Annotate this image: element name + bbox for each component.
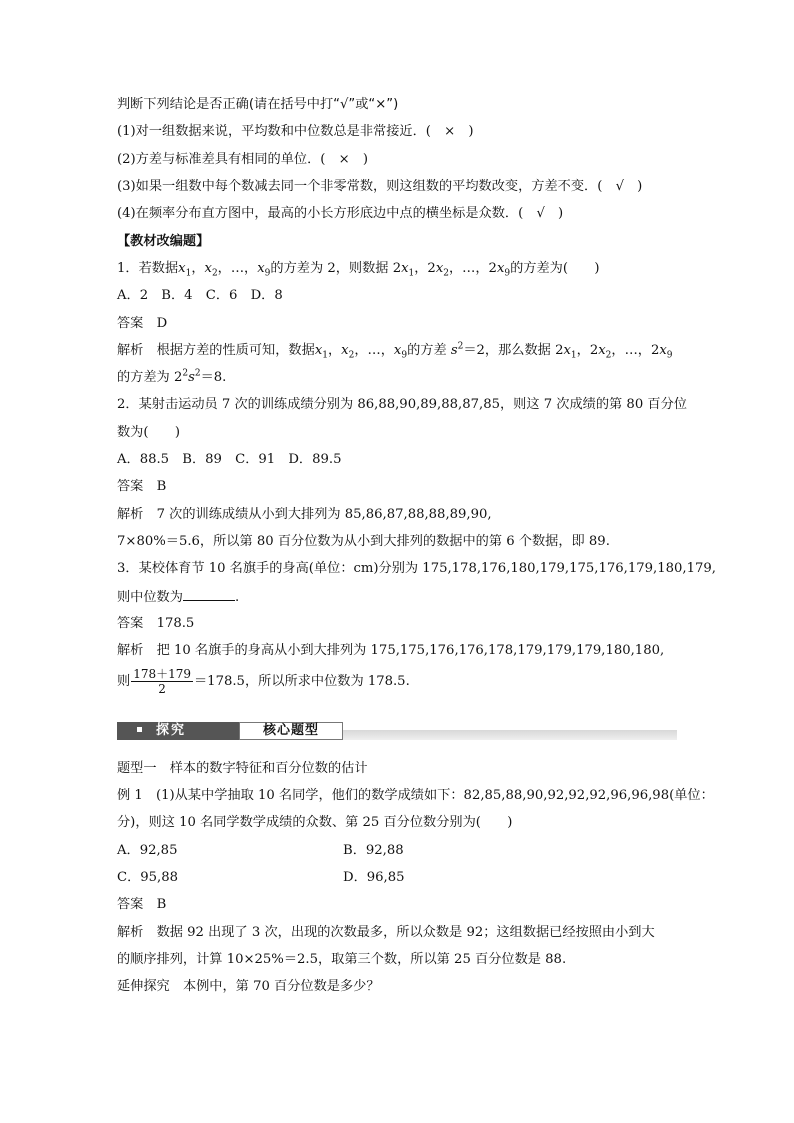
section-title: 题型一 样本的数字特征和百分位数的估计 [117, 761, 368, 776]
option-c: C．95,88 [117, 870, 179, 885]
judge-item-1: (1)对一组数据来说，平均数和中位数总是非常接近．( × ) [117, 124, 474, 139]
example-analysis-line1: 解析 数据 92 出现了 3 次，出现的次数最多，所以众数是 92；这组数据已经按照由小到大 [117, 925, 655, 940]
judge-item-2: (2)方差与标准差具有相同的单位．( × ) [117, 152, 369, 167]
answer-blank [183, 587, 235, 601]
q3-stem-line2: 则中位数为 . [117, 587, 239, 607]
example-line1: 例 1 (1)从某中学抽取 10 名同学，他们的数学成绩如下：82,85,88,90,92,92,92,96,96,98(单位： [117, 788, 714, 803]
extension-question: 延伸探究 本例中，第 70 百分位数是多少？ [117, 979, 380, 994]
q3-analysis-line1: 解析 把 10 名旗手的身高从小到大排列为 175,175,176,176,178,179,179,179,180,180, [117, 643, 665, 658]
q1-answer: 答案 D [117, 316, 168, 331]
q2-analysis-line2: 7×80%＝5.6，所以第 80 百分位数为从小到大排列的数据中的第 6 个数据，即 89. [117, 534, 610, 549]
example-line2: 分)，则这 10 名同学数学成绩的众数、第 25 百分位数分别为( ) [117, 815, 513, 830]
q3-stem-line1: 3．某校体育节 10 名旗手的身高(单位：cm)分别为 175,178,176,180,179,175,176,179,180,179, [117, 561, 716, 576]
square-bullet-icon [137, 727, 142, 732]
example-answer: 答案 B [117, 897, 167, 912]
q2-stem-line1: 2．某射击运动员 7 次的训练成绩分别为 86,88,90,89,88,87,85，则这 7 次成绩的第 80 百分位 [117, 397, 687, 412]
option-d: D．96,85 [343, 870, 405, 885]
option-a: A．92,85 [117, 843, 178, 858]
q2-stem-line2: 数为( ) [117, 425, 181, 440]
textbook-header: 【教材改编题】 [117, 234, 210, 249]
judge-title: 判断下列结论是否正确(请在括号中打“√”或“×”) [117, 97, 399, 112]
q2-answer: 答案 B [117, 479, 167, 494]
q1-stem: 1．若数据$x_1$，$x_2$，…，$x_9$的方差为 2，则数据 $2x_1$，$2x_2$，…，$2x_9$的方差为( ) [117, 261, 600, 279]
judge-item-4: (4)在频率分布直方图中，最高的小长方形底边中点的横坐标是众数．( √ ) [117, 206, 564, 221]
fraction: $\frac{178+179}{2}$ [133, 667, 191, 696]
example-analysis-line2: 的顺序排列，计算 10×25%＝2.5，取第三个数，所以第 25 百分位数是 88. [117, 952, 567, 967]
q1-analysis-line1: 解析 根据方差的性质可知，数据$x_1$，$x_2$，…，$x_9$的方差 $s^2=2$，那么数据 $2x_1$，$2x_2$，…，$2x_9$ [117, 341, 673, 361]
q3-answer: 答案 178.5 [117, 616, 195, 631]
judge-item-3: (3)如果一组数中每个数减去同一个非零常数，则这组数的平均数改变，方差不变．( √ ) [117, 179, 643, 194]
section-banner [117, 720, 677, 742]
q2-options: A．88.5 B．89 C．91 D．89.5 [117, 452, 342, 467]
option-b: B．92,88 [343, 843, 404, 858]
banner-left: 探究 [117, 722, 239, 740]
q3-analysis-line2: 则 $\frac{178+179}{2}$ ＝178.5，所以所求中位数为 178.5. [117, 667, 410, 696]
q1-analysis-line2: 的方差为 $2^2s^2=8$. [117, 368, 227, 385]
q2-analysis-line1: 解析 7 次的训练成绩从小到大排列为 85,86,87,88,88,89,90, [117, 507, 492, 522]
q1-options: A．2 B．4 C．6 D．8 [117, 288, 283, 303]
banner-right: 核心题型 [239, 722, 343, 740]
